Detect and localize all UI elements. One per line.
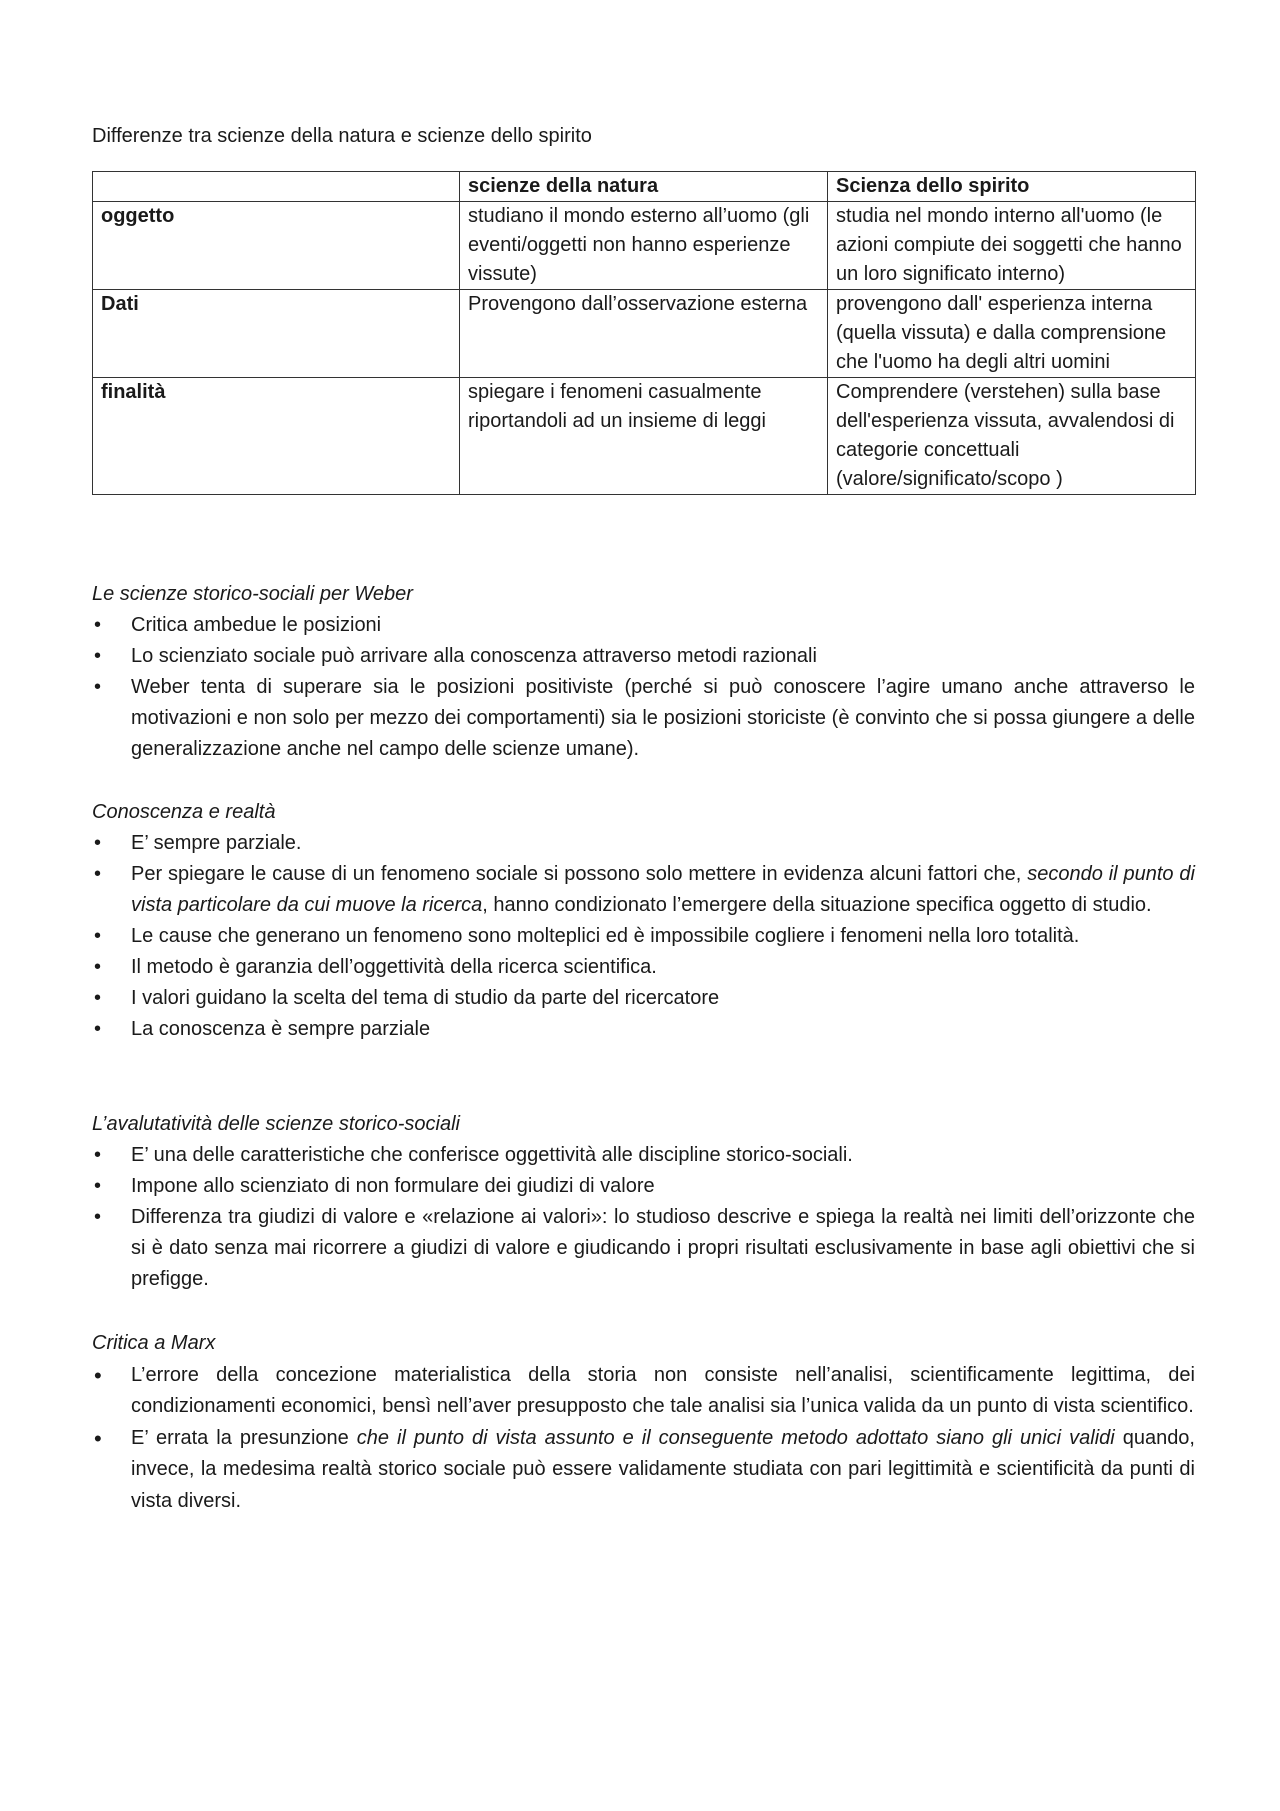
table-row-oggetto	[93, 202, 1196, 290]
bullet-icon: •	[94, 1175, 102, 1197]
list-item	[92, 1202, 1195, 1295]
list-item-text: Impone allo scienziato di non formulare dei giudizi di valore	[131, 1175, 655, 1197]
header-cell-empty	[93, 172, 460, 202]
list-item	[92, 828, 1195, 859]
list-item-text: E’ sempre parziale.	[131, 832, 302, 854]
bullet-icon: •	[94, 676, 102, 698]
list-item-text-post: quando, invece, la medesima realtà storico sociale può essere validamente studiata con pari legittimità e scientificità da punti di vista diversi.	[131, 1426, 1195, 1512]
comparison-table	[92, 171, 1196, 495]
list-item-text: Il metodo è garanzia dell’oggettività della ricerca scientifica.	[131, 956, 657, 978]
bullet-list	[92, 828, 1195, 1045]
list-item	[92, 983, 1195, 1014]
bullet-icon: •	[94, 832, 102, 854]
cell-oggetto-natura: studiano il mondo esterno all’uomo (gli eventi/oggetti non hanno esperienze vissute)	[460, 202, 828, 290]
row-label-dati: Dati	[93, 290, 460, 378]
list-item	[92, 672, 1195, 765]
list-item	[92, 1360, 1195, 1423]
list-item	[92, 859, 1195, 921]
cell-oggetto-spirito: studia nel mondo interno all'uomo (le azioni compiute dei soggetti che hanno un loro significato interno)	[828, 202, 1196, 290]
row-label-finalita: finalità	[93, 378, 460, 495]
list-item	[92, 641, 1195, 672]
list-item-text-post: , hanno condizionato l’emergere della situazione specifica oggetto di studio.	[482, 894, 1152, 916]
bullet-icon: •	[94, 1144, 102, 1166]
list-item-text-emphasis: che il punto di vista assunto e il conseguente metodo adottato siano gli unici validi	[356, 1426, 1115, 1449]
list-item	[92, 1140, 1195, 1171]
list-item-text: Weber tenta di superare sia le posizioni positiviste (perché si può conoscere l’agire umano anche attraverso le motivazioni e non solo per mezzo dei comportamenti) sia le posizioni storiciste (è convinto che si possa giungere a delle generalizzazione anche nel campo delle scienze umane).	[131, 676, 1195, 760]
row-label-oggetto: oggetto	[93, 202, 460, 290]
list-item-text: E’ una delle caratteristiche che conferisce oggettività alle discipline storico-sociali.	[131, 1144, 853, 1166]
bullet-icon: •	[94, 1425, 102, 1451]
list-item-text: I valori guidano la scelta del tema di studio da parte del ricercatore	[131, 987, 720, 1009]
list-item-text: L’errore della concezione materialistica della storia non consiste nell’analisi, scientificamente legittima, dei condizionamenti economici, bensì nell’aver presupposto che tale analisi sia l’unica valida da un punto di vista scientifico.	[131, 1363, 1195, 1417]
list-item-text-emphasis: secondo il punto di vista particolare da cui muove la ricerca	[131, 863, 1195, 916]
bullet-icon: •	[94, 863, 102, 885]
bullet-icon: •	[94, 1018, 102, 1040]
bullet-icon: •	[94, 614, 102, 636]
list-item-text-pre: Per spiegare le cause di un fenomeno sociale si possono solo mettere in evidenza alcuni fattori che,	[131, 863, 1028, 885]
bullet-icon: •	[94, 987, 102, 1009]
section-heading: Le scienze storico-sociali per Weber	[92, 583, 413, 605]
cell-dati-natura: Provengono dall’osservazione esterna	[460, 290, 828, 378]
list-item	[92, 921, 1195, 952]
list-item-text-pre: E’ errata la presunzione	[131, 1426, 357, 1449]
cell-finalita-natura: spiegare i fenomeni casualmente riportandoli ad un insieme di leggi	[460, 378, 828, 495]
section-heading: Critica a Marx	[92, 1332, 216, 1354]
list-item-text: Differenza tra giudizi di valore e «relazione ai valori»: lo studioso descrive e spiega la realtà nei limiti dell’orizzonte che si è dato senza mai ricorrere a giudizi di valore e giudicando i propri risultati esclusivamente in base agli obiettivi che si prefigge.	[131, 1206, 1195, 1290]
table-row-finalita	[93, 378, 1196, 495]
section-conoscenza	[92, 797, 1195, 1045]
section-heading: Conoscenza e realtà	[92, 801, 276, 823]
header-cell-spirito: Scienza dello spirito	[828, 172, 1196, 202]
bullet-list	[92, 1140, 1195, 1295]
document-title: Differenze tra scienze della natura e scienze dello spirito	[92, 125, 592, 147]
header-cell-natura: scienze della natura	[460, 172, 828, 202]
section-weber	[92, 579, 1195, 765]
section-avalutativita	[92, 1109, 1195, 1295]
bullet-list	[92, 1360, 1195, 1518]
list-item-text: Le cause che generano un fenomeno sono molteplici ed è impossibile cogliere i fenomeni nella loro totalità.	[131, 925, 1080, 947]
cell-finalita-spirito: Comprendere (verstehen) sulla base dell'esperienza vissuta, avvalendosi di categorie concettuali (valore/significato/scopo )	[828, 378, 1196, 495]
table-header-row	[93, 172, 1196, 202]
section-heading: L’avalutatività delle scienze storico-sociali	[92, 1113, 460, 1135]
list-item-text: Critica ambedue le posizioni	[131, 614, 382, 636]
list-item	[92, 1171, 1195, 1202]
bullet-list	[92, 610, 1195, 765]
section-critica-marx	[92, 1328, 1195, 1517]
list-item	[92, 610, 1195, 641]
bullet-icon: •	[94, 645, 102, 667]
bullet-icon: •	[94, 956, 102, 978]
list-item-text: Lo scienziato sociale può arrivare alla conoscenza attraverso metodi razionali	[131, 645, 817, 667]
cell-dati-spirito: provengono dall' esperienza interna (quella vissuta) e dalla comprensione che l'uomo ha degli altri uomini	[828, 290, 1196, 378]
bullet-icon: •	[94, 925, 102, 947]
list-item	[92, 1014, 1195, 1045]
table-row-dati	[93, 290, 1196, 378]
list-item-text: La conoscenza è sempre parziale	[131, 1018, 431, 1040]
list-item	[92, 1423, 1195, 1518]
bullet-icon: •	[94, 1206, 102, 1228]
list-item	[92, 952, 1195, 983]
bullet-icon: •	[94, 1362, 102, 1388]
